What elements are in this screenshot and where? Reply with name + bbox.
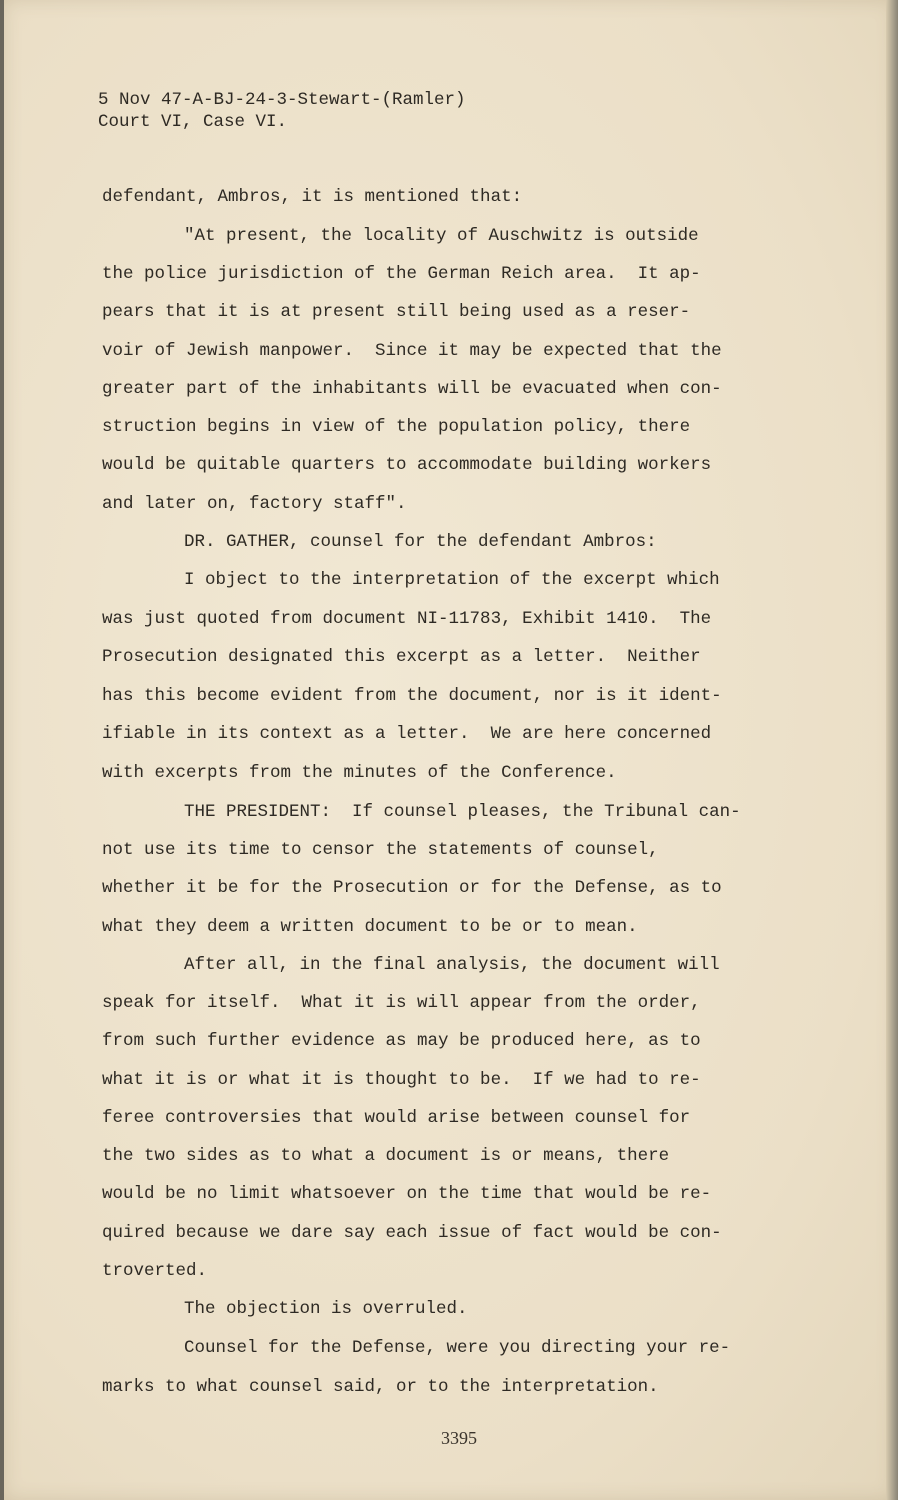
body-line: Prosecution designated this excerpt as a letter. Neither [102, 647, 701, 667]
body-line: speak for itself. What it is will appear from the order, [102, 993, 701, 1013]
body-line: from such further evidence as may be produced here, as to [102, 1031, 701, 1051]
body-line: defendant, Ambros, it is mentioned that: [102, 187, 523, 207]
body-line: voir of Jewish manpower. Since it may be expected that the [102, 341, 722, 361]
body-line: The objection is overruled. [184, 1299, 468, 1319]
body-line: the two sides as to what a document is or means, there [102, 1146, 670, 1166]
body-line: and later on, factory staff". [102, 494, 407, 514]
body-line: quired because we dare say each issue of fact would be con- [102, 1223, 722, 1243]
body-line: was just quoted from document NI-11783, Exhibit 1410. The [102, 609, 712, 629]
body-line: what they deem a written document to be or to mean. [102, 917, 638, 937]
body-line: greater part of the inhabitants will be evacuated when con- [102, 379, 722, 399]
body-line: troverted. [102, 1261, 208, 1281]
header-line-2: Court VI, Case VI. [98, 112, 288, 132]
header-line-1: 5 Nov 47-A-BJ-24-3-Stewart-(Ramler) [98, 90, 466, 110]
header-block [98, 89, 466, 133]
speaker-line: DR. GATHER, counsel for the defendant Ambros: [184, 532, 657, 552]
body-line: struction begins in view of the population policy, there [102, 417, 691, 437]
body-line: the police jurisdiction of the German Reich area. It ap- [102, 264, 701, 284]
page-number: 3395 [441, 1428, 477, 1448]
body-line: what it is or what it is thought to be. If we had to re- [102, 1070, 701, 1090]
body-line: would be quitable quarters to accommodate building workers [102, 455, 712, 475]
page-edge-shadow [886, 0, 898, 1500]
body-line: whether it be for the Prosecution or for the Defense, as to [102, 878, 722, 898]
body-line: Counsel for the Defense, were you directing your re- [184, 1338, 731, 1358]
body-line: has this become evident from the document, nor is it ident- [102, 686, 722, 706]
body-line: with excerpts from the minutes of the Conference. [102, 763, 617, 783]
body-line: ifiable in its context as a letter. We are here concerned [102, 724, 712, 744]
body-line: not use its time to censor the statements of counsel, [102, 840, 659, 860]
body-line: I object to the interpretation of the excerpt which [184, 570, 720, 590]
body-line: pears that it is at present still being used as a reser- [102, 302, 691, 322]
body-line: After all, in the final analysis, the document will [184, 955, 720, 975]
body-line: would be no limit whatsoever on the time that would be re- [102, 1184, 712, 1204]
body-line: "At present, the locality of Auschwitz is outside [184, 226, 699, 246]
body-line: marks to what counsel said, or to the interpretation. [102, 1377, 659, 1397]
transcript-page [4, 0, 894, 1500]
body-line: feree controversies that would arise between counsel for [102, 1108, 691, 1128]
speaker-line: THE PRESIDENT: If counsel pleases, the Tribunal can- [184, 802, 741, 822]
